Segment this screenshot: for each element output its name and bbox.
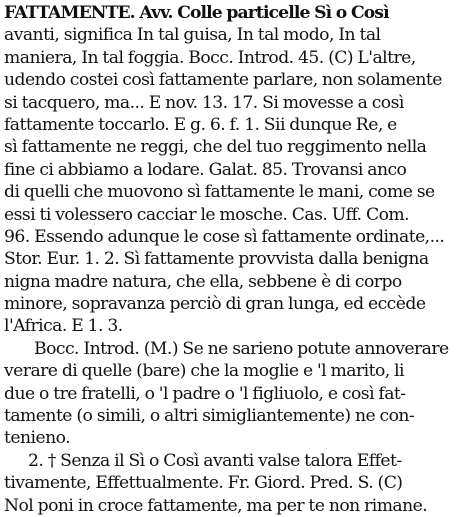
- entry-line-9: di quelli che muovono sì fattamente le mani, come se: [4, 182, 435, 203]
- entry-line-7: sì fattamente ne reggi, che del tuo reggimento nella: [4, 137, 427, 158]
- entry-line-6: fattamente toccarlo. E g. 6. f. 1. Sii dunque Re, e: [4, 114, 397, 135]
- entry-line-8: fine ci abbiamo a lodare. Galat. 85. Trovansi anco: [4, 159, 407, 180]
- entry-line-18: due o tre fratelli, o 'l padre o 'l figliuolo, e così fat-: [4, 383, 406, 404]
- entry-line-15: l'Africa. E 1. 3.: [4, 316, 123, 337]
- entry-line-3: maniera, In tal foggia. Bocc. Introd. 45. (C) L'altre,: [4, 47, 416, 68]
- entry-line-10: essi ti volessero cacciar le mosche. Cas. Uff. Com.: [4, 204, 410, 225]
- entry-line-17: verare di quelle (bare) che la moglie e 'l marito, li: [4, 361, 404, 382]
- entry-line-11: 96. Essendo adunque le cose sì fattamente ordinate,...: [4, 226, 445, 247]
- entry-line-4: udendo costei così fattamente parlare, non solamente: [4, 70, 442, 91]
- entry-line-2: avanti, significa In tal guisa, In tal modo, In tal: [4, 25, 381, 46]
- entry-line-13: nigna madre natura, che ella, sebbene è di corpo: [4, 271, 402, 292]
- entry-line-16: Bocc. Introd. (M.) Se ne sarieno potute annoverare: [34, 338, 449, 359]
- entry-line-14: minore, sopravanza perciò di gran lunga, ed eccède: [4, 294, 426, 315]
- entry-line-20: tenieno.: [4, 428, 70, 449]
- entry-line-5: si tacquero, ma... E nov. 13. 17. Si movesse a così: [4, 92, 404, 113]
- entry-line-1: FATTAMENTE. Avv. Colle particelle Sì o Così: [4, 3, 389, 23]
- entry-line-12: Stor. Eur. 1. 2. Sì fattamente provvista dalla benigna: [4, 249, 429, 270]
- entry-line-21: 2. † Senza il Sì o Così avanti valse talora Effet-: [28, 450, 402, 471]
- entry-line-22: tivamente, Effettualmente. Fr. Giord. Pred. S. (C): [4, 473, 403, 494]
- entry-line-19: tamente (o simili, o altri simigliantemente) ne con-: [4, 406, 415, 427]
- entry-line-23: Nol poni in croce fattamente, ma per te non rimane.: [4, 495, 428, 516]
